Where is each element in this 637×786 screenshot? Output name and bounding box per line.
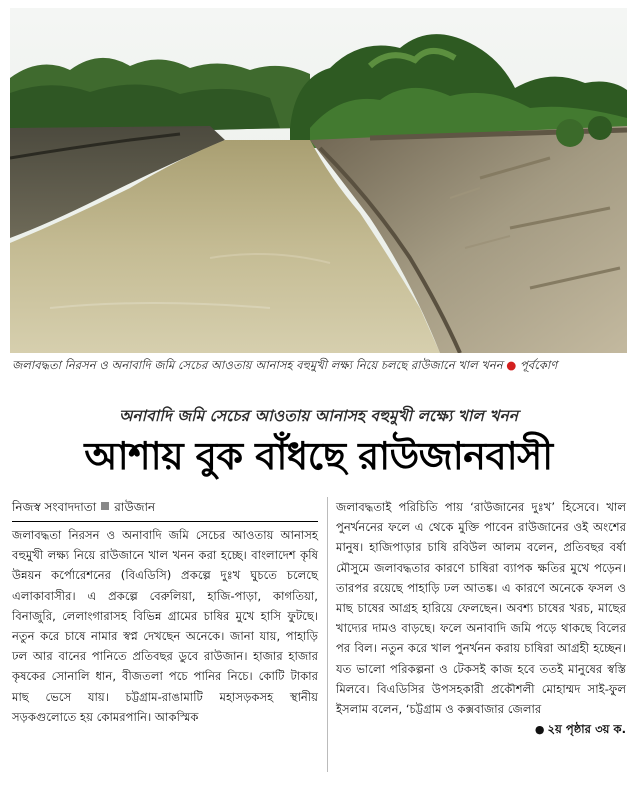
article-column-right (336, 497, 626, 740)
byline-place: রাউজান (114, 500, 156, 514)
canal-photo (10, 8, 627, 353)
continued-on-page-link[interactable] (535, 722, 626, 736)
byline-divider (12, 521, 318, 522)
circle-bullet-icon: ● (534, 723, 545, 737)
article-paragraph: জলাবদ্ধতাই পরিচিতি পায় ‘রাউজানের দুঃখ’ হিসেবে। খাল পুনর্খননের ফলে এ থেকে মুক্তি পাবেন রাউজানের ওই অংশের মানুষ। হাজিপাড়ার চাষি রবিউল আলম বলেন, প্রতিবছর বর্ষা মৌসুমে জলাবদ্ধতার কারণে চাষিরা ব্যাপক ক্ষতির মুখে পড়েন। তারপর রয়েছে পাহাড়ি ঢল আতঙ্ক। এ কারণে অনেকে ফসল ও মাছ চাষের আগ্রহ হারিয়ে ফেলছেন। অবশ্য চাষের খরচ, মাছের খাদ্যের দামও বাড়ছে। ফলে অনাবাদি জমি পড়ে থাকছে বিলের পর বিল। নতুন করে খাল পুনর্খনন করায় চাষিরা আগ্রহী হচ্ছেন। যত ভালো পরিকল্পনা ও টেকসই কাজ হবে ততই মানুষের স্বস্তি মিলবে। বিএডিসির উপসহকারী প্রকৌশলী মোহাম্মদ সাই-ফুল ইসলাম বলেন, ‘চট্টগ্রাম ও কক্সবাজার জেলার (336, 500, 626, 717)
article-paragraph: জলাবদ্ধতা নিরসন ও অনাবাদি জমি সেচের আওতায় আনাসহ বহুমুখী লক্ষ্য নিয়ে রাউজানে খাল খনন করা হচ্ছে। বাংলাদেশ কৃষি উন্নয়ন কর্পোরেশনের (বিএডিসি) প্রকল্পে দুঃখ ঘুচতে চলেছে এলাকাবাসীর। এ প্রকল্পে বেরুলিয়া, হাজি-পাড়া, কাগতিয়া, বিনাজুরি, লেলাংগারাসহ বিভিন্ন গ্রামের চাষির মুখে হাসি ফুটছে। নতুন করে চাষে নামার স্বপ্ন দেখছেন অনেকে। জানা যায়, পাহাড়ি ঢল আর বানের পানিতে প্রতিবছর ডুবে রাউজান। হাজার হাজার কৃষকের সোনালি ধান, বীজতলা পচে পানির নিচে। কোটি টাকার মাছ ভেসে যায়। চট্টগ্রাম-রাঙামাটি মহাসড়কসহ স্থানীয় সড়কগুলোতে হয় কোমরপানি। আকস্মিক (12, 528, 318, 724)
photo-caption (12, 356, 624, 374)
column-divider (327, 497, 328, 772)
red-dot-icon: ● (506, 358, 517, 372)
byline-reporter: নিজস্ব সংবাদদাতা (12, 500, 97, 514)
jump-text: ২য় পৃষ্ঠার ৩য় ক. (547, 722, 626, 737)
jump-line (336, 719, 626, 740)
kicker: অনাবাদি জমি সেচের আওতায় আনাসহ বহুমুখী লক্ষ্যে খাল খনন (118, 407, 519, 425)
headline: আশায় বুক বাঁধছে রাউজানবাসী (84, 434, 553, 478)
article-column-left (12, 525, 318, 727)
square-bullet-icon (101, 502, 109, 510)
caption-text: জলাবদ্ধতা নিরসন ও অনাবাদি জমি সেচের আওতায় আনাসহ বহুমুখী লক্ষ্য নিয়ে চলছে রাউজানে খাল খনন (12, 358, 503, 372)
caption-credit: পূর্বকোণ (519, 358, 558, 372)
canal-photo-illustration (10, 8, 627, 353)
byline (12, 497, 312, 517)
